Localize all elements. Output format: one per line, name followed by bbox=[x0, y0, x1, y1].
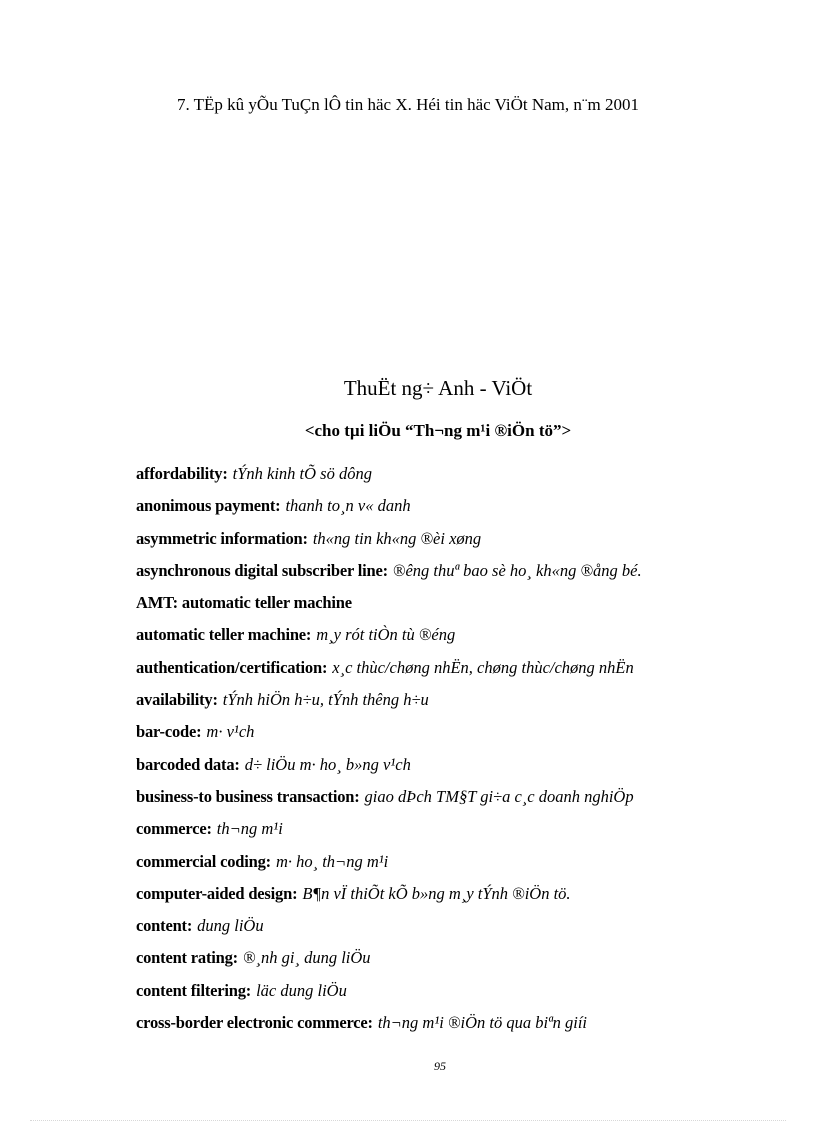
glossary-term: AMT: automatic teller machine bbox=[136, 593, 352, 613]
glossary-subheading: <cho tµi liÖu “Th¬ng m¹i ®iÖn tö”> bbox=[304, 421, 572, 440]
glossary-entry bbox=[136, 591, 776, 623]
glossary-term: bar-code: bbox=[136, 722, 202, 742]
glossary-entry bbox=[136, 527, 776, 559]
glossary-definition: th«ng tin kh«ng ®èi xøng bbox=[312, 528, 482, 548]
glossary-entry bbox=[136, 720, 776, 752]
glossary-term: affordability: bbox=[136, 464, 228, 483]
glossary-definition: läc dung liÖu bbox=[256, 980, 347, 1000]
glossary-entry bbox=[136, 1011, 776, 1043]
glossary-definition: giao dÞch TM§T gi÷a c¸c doanh nghiÖp bbox=[364, 786, 634, 806]
page-number: 95 bbox=[434, 1059, 446, 1073]
glossary-term: content: bbox=[136, 916, 193, 936]
glossary-definition: m· v¹ch bbox=[206, 722, 255, 742]
glossary-definition bbox=[352, 593, 357, 612]
glossary-entry bbox=[136, 494, 776, 526]
glossary-definition: ®êng thuª bao sè ho¸ kh«ng ®ång bé. bbox=[392, 560, 642, 580]
glossary-definition: dung liÖu bbox=[197, 916, 264, 936]
glossary-heading: ThuËt ng÷ Anh - ViÖt bbox=[343, 376, 533, 400]
glossary-entry bbox=[136, 914, 776, 946]
glossary-term: availability: bbox=[136, 690, 218, 710]
glossary-term: business-to business transaction: bbox=[136, 786, 360, 806]
glossary-term: commerce: bbox=[136, 819, 212, 839]
glossary-entry bbox=[136, 623, 776, 655]
glossary-definition: thanh to¸n v« danh bbox=[285, 496, 411, 516]
glossary-term: computer-aided design: bbox=[136, 883, 298, 903]
glossary-entry bbox=[136, 688, 776, 720]
glossary-list bbox=[136, 462, 776, 1043]
glossary-definition: th¬ng m¹i bbox=[216, 819, 283, 839]
glossary-definition: m· ho¸ th¬ng m¹i bbox=[275, 851, 389, 871]
glossary-definition: d÷ liÖu m· ho¸ b»ng v¹ch bbox=[244, 754, 411, 774]
glossary-term: cross-border electronic commerce: bbox=[136, 1013, 373, 1033]
glossary-entry bbox=[136, 850, 776, 882]
glossary-entry bbox=[136, 753, 776, 785]
glossary-definition: B¶n vÏ thiÕt kÕ b»ng m¸y tÝnh ®iÖn tö. bbox=[302, 883, 571, 903]
glossary-entry bbox=[136, 559, 776, 591]
glossary-term: content rating: bbox=[136, 948, 238, 968]
glossary-definition: x¸c thùc/chøng nhËn, chøng thùc/chøng nhËn bbox=[332, 657, 634, 677]
glossary-entry bbox=[136, 979, 776, 1011]
reference-citation: 7. TËp kû yÕu TuÇn lÔ tin häc X. Héi tin häc ViÖt Nam, n¨m 2001 bbox=[176, 95, 640, 114]
glossary-entry bbox=[136, 785, 776, 817]
glossary-definition: tÝnh hiÖn h÷u, tÝnh thêng h÷u bbox=[222, 690, 429, 710]
glossary-entry bbox=[136, 946, 776, 978]
glossary-term: asynchronous digital subscriber line: bbox=[136, 560, 388, 580]
glossary-term: barcoded data: bbox=[136, 754, 240, 774]
glossary-term: commercial coding: bbox=[136, 851, 271, 871]
bottom-divider bbox=[30, 1120, 786, 1121]
glossary-term: anonimous payment: bbox=[136, 496, 281, 516]
glossary-term: asymmetric information: bbox=[136, 528, 308, 548]
glossary-term: authentication/certification: bbox=[136, 657, 328, 677]
glossary-term: content filtering: bbox=[136, 980, 252, 1000]
glossary-definition: tÝnh kinh tÕ sö dông bbox=[232, 464, 372, 483]
glossary-entry bbox=[136, 656, 776, 688]
glossary-term: automatic teller machine: bbox=[136, 625, 312, 645]
glossary-definition: m¸y rót tiÒn tù ®éng bbox=[316, 625, 456, 645]
glossary-entry bbox=[136, 462, 776, 494]
glossary-definition: th¬ng m¹i ®iÖn tö qua biªn giíi bbox=[377, 1013, 588, 1033]
glossary-definition: ®¸nh gi¸ dung liÖu bbox=[242, 948, 371, 968]
glossary-entry bbox=[136, 817, 776, 849]
glossary-entry bbox=[136, 882, 776, 914]
